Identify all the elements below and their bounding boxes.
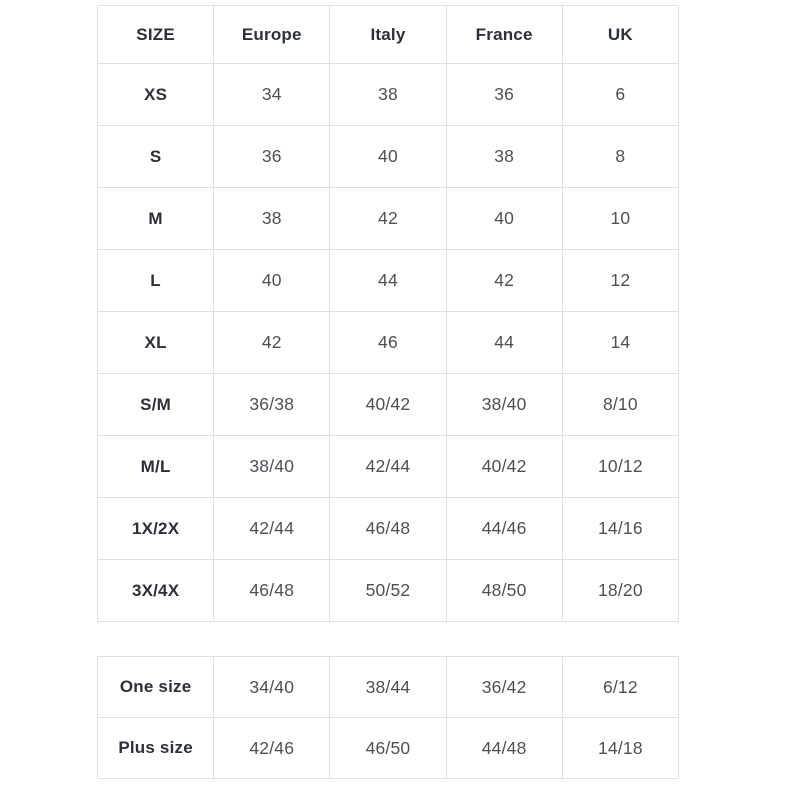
- size-value-cell: 40: [214, 250, 330, 312]
- size-value-cell: 40: [446, 188, 562, 250]
- size-label-cell: L: [98, 250, 214, 312]
- size-value-cell: 34: [214, 64, 330, 126]
- size-value-cell: 48/50: [446, 560, 562, 622]
- size-value-cell: 46/48: [330, 498, 446, 560]
- size-value-cell: 14/18: [562, 718, 678, 779]
- table-row: [98, 126, 679, 188]
- size-value-cell: 40/42: [330, 374, 446, 436]
- size-value-cell: 40: [330, 126, 446, 188]
- size-label-cell: M: [98, 188, 214, 250]
- size-conversion-section: [97, 5, 679, 779]
- size-value-cell: 44/46: [446, 498, 562, 560]
- table-row: [98, 498, 679, 560]
- column-header: Italy: [330, 6, 446, 64]
- size-label-cell: 3X/4X: [98, 560, 214, 622]
- table-row: [98, 64, 679, 126]
- size-value-cell: 10/12: [562, 436, 678, 498]
- size-value-cell: 14/16: [562, 498, 678, 560]
- size-value-cell: 44: [330, 250, 446, 312]
- size-value-cell: 38/44: [330, 657, 446, 718]
- size-value-cell: 42/44: [330, 436, 446, 498]
- table-row: [98, 436, 679, 498]
- size-value-cell: 36/38: [214, 374, 330, 436]
- size-value-cell: 46: [330, 312, 446, 374]
- table-row: [98, 188, 679, 250]
- size-value-cell: 36: [214, 126, 330, 188]
- size-value-cell: 36: [446, 64, 562, 126]
- size-label-cell: M/L: [98, 436, 214, 498]
- size-value-cell: 38/40: [214, 436, 330, 498]
- special-sizes-table: [97, 656, 679, 779]
- size-value-cell: 40/42: [446, 436, 562, 498]
- size-value-cell: 42/44: [214, 498, 330, 560]
- size-value-cell: 38/40: [446, 374, 562, 436]
- column-header: UK: [562, 6, 678, 64]
- size-value-cell: 46/50: [330, 718, 446, 779]
- size-value-cell: 50/52: [330, 560, 446, 622]
- size-label-cell: 1X/2X: [98, 498, 214, 560]
- size-label-cell: Plus size: [98, 718, 214, 779]
- size-table-header-row: [98, 6, 679, 64]
- size-label-cell: S: [98, 126, 214, 188]
- size-value-cell: 46/48: [214, 560, 330, 622]
- size-label-cell: One size: [98, 657, 214, 718]
- size-conversion-table: [97, 5, 679, 622]
- size-value-cell: 10: [562, 188, 678, 250]
- column-header: SIZE: [98, 6, 214, 64]
- size-value-cell: 8: [562, 126, 678, 188]
- column-header: France: [446, 6, 562, 64]
- size-value-cell: 8/10: [562, 374, 678, 436]
- size-value-cell: 6/12: [562, 657, 678, 718]
- special-sizes-table-body: [98, 657, 679, 779]
- column-header: Europe: [214, 6, 330, 64]
- size-value-cell: 42/46: [214, 718, 330, 779]
- size-value-cell: 12: [562, 250, 678, 312]
- size-value-cell: 38: [330, 64, 446, 126]
- table-row: [98, 657, 679, 718]
- size-value-cell: 38: [214, 188, 330, 250]
- size-value-cell: 42: [446, 250, 562, 312]
- table-row: [98, 718, 679, 779]
- table-row: [98, 560, 679, 622]
- size-table-header: [98, 6, 679, 64]
- size-value-cell: 42: [214, 312, 330, 374]
- size-value-cell: 36/42: [446, 657, 562, 718]
- table-row: [98, 374, 679, 436]
- table-row: [98, 250, 679, 312]
- size-value-cell: 14: [562, 312, 678, 374]
- size-value-cell: 18/20: [562, 560, 678, 622]
- table-row: [98, 312, 679, 374]
- size-table-body: [98, 64, 679, 622]
- size-value-cell: 6: [562, 64, 678, 126]
- size-label-cell: XS: [98, 64, 214, 126]
- size-value-cell: 34/40: [214, 657, 330, 718]
- size-value-cell: 42: [330, 188, 446, 250]
- size-label-cell: XL: [98, 312, 214, 374]
- size-label-cell: S/M: [98, 374, 214, 436]
- size-value-cell: 44/48: [446, 718, 562, 779]
- size-value-cell: 38: [446, 126, 562, 188]
- size-value-cell: 44: [446, 312, 562, 374]
